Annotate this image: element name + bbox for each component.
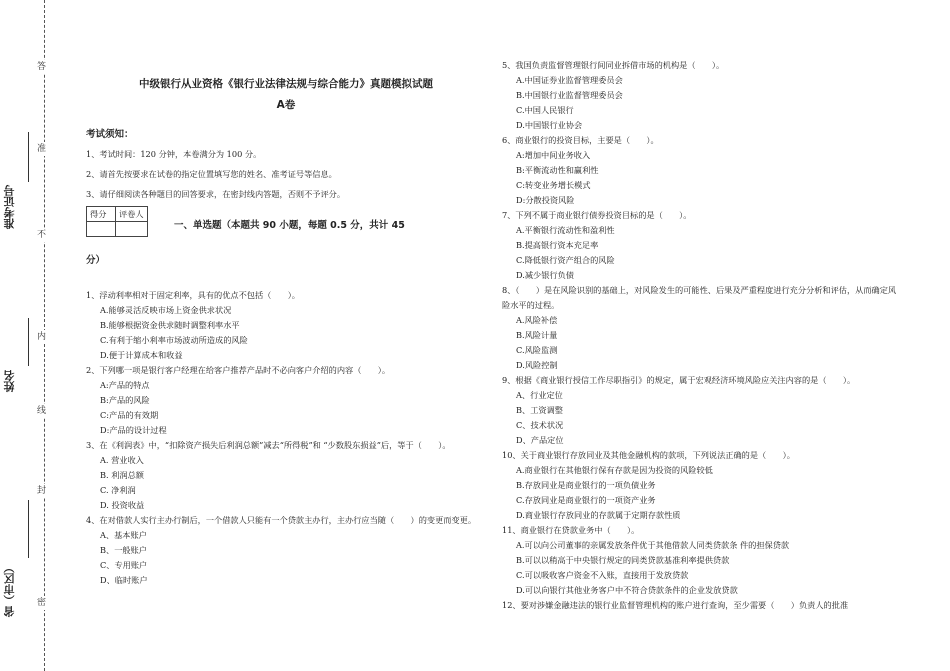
question-option[interactable]: C. 净利润: [100, 485, 136, 495]
question-item: [502, 598, 898, 613]
notice-item: 3、请仔细阅读各种题目的回答要求，在密封线内答题，否则不予评分。: [86, 189, 346, 199]
question-option[interactable]: A、基本账户: [100, 530, 147, 540]
question-option[interactable]: D.风险控制: [516, 360, 558, 370]
question-option[interactable]: C.中国人民银行: [516, 105, 574, 115]
question-item: [502, 133, 898, 208]
question-option[interactable]: C.可以吸收客户资金不入账，直接用于发放贷款: [516, 570, 689, 580]
seal-char: 线: [37, 406, 47, 416]
score-label: 得分: [87, 207, 116, 222]
question-option[interactable]: A.中国证券业监督管理委员会: [516, 75, 623, 85]
question-option[interactable]: C:产品的有效期: [100, 410, 159, 420]
seal-char: 封: [37, 486, 47, 496]
question-option[interactable]: D:分散投资风险: [516, 195, 575, 205]
question-stem: 1、浮动利率相对于固定利率，具有的优点不包括（ ）。: [86, 290, 300, 300]
question-stem: 8、（ ）是在风险识别的基础上，对风险发生的可能性、后果及严重程度进行充分分析和评估，从而确定风险水平的过程。: [502, 285, 897, 310]
question-option[interactable]: A.平衡银行流动性和盈利性: [516, 225, 615, 235]
question-stem: 11、商业银行在贷款业务中（ ）。: [502, 525, 640, 535]
question-option[interactable]: B.能够根据资金供求随时调整利率水平: [100, 320, 240, 330]
question-item: [502, 58, 898, 133]
question-option[interactable]: A.风险补偿: [516, 315, 558, 325]
section-title: 一、单选题（本题共 90 小题，每题 0.5 分，共计 45: [174, 220, 405, 231]
question-stem: 10、关于商业银行存放同业及其他金融机构的款项，下列说法正确的是（ ）。: [502, 450, 795, 460]
score-row: [86, 204, 486, 250]
question-list-right: [502, 58, 898, 613]
question-option[interactable]: C.降低银行资产组合的风险: [516, 255, 615, 265]
question-option[interactable]: B、工资调整: [516, 405, 563, 415]
question-option[interactable]: A.能够灵活反映市场上资金供求状况: [100, 305, 232, 315]
grader-label: 评卷人: [116, 207, 148, 222]
question-option[interactable]: A. 营业收入: [100, 455, 144, 465]
question-option[interactable]: B.中国银行业监督管理委员会: [516, 90, 623, 100]
question-option[interactable]: C.存放同业是商业银行的一项资产业务: [516, 495, 656, 505]
exam-title: 中级银行从业资格《银行业法律法规与综合能力》真题模拟试题: [139, 78, 433, 90]
exam-paper-label: A卷: [276, 99, 296, 111]
field-name-label: 姓名: [3, 370, 16, 392]
seal-char: 答: [37, 62, 47, 72]
field-name-line: [28, 318, 29, 366]
field-exam-number-line: [28, 132, 29, 182]
question-option[interactable]: B.风险计量: [516, 330, 558, 340]
question-item: [502, 208, 898, 283]
question-option[interactable]: D、临时账户: [100, 575, 148, 585]
seal-char: 密: [37, 598, 47, 608]
question-option[interactable]: D. 投资收益: [100, 500, 145, 510]
grader-cell[interactable]: [116, 222, 148, 237]
question-option[interactable]: B:产品的风险: [100, 395, 150, 405]
question-item: [86, 288, 486, 363]
question-option[interactable]: A:增加中间业务收入: [516, 150, 591, 160]
question-item: [502, 283, 898, 373]
question-option[interactable]: C、技术状况: [516, 420, 564, 430]
question-item: [502, 523, 898, 598]
question-list-left: [86, 288, 486, 588]
question-option[interactable]: D.中国银行业协会: [516, 120, 583, 130]
question-item: [86, 513, 486, 588]
question-item: [86, 363, 486, 438]
question-stem: 9、根据《商业银行授信工作尽职指引》的规定，属于宏观经济环境风险应关注内容的是（ ）。: [502, 375, 856, 385]
seal-char: 不: [37, 230, 47, 240]
question-option[interactable]: C.风险监测: [516, 345, 558, 355]
question-option[interactable]: D、产品定位: [516, 435, 564, 445]
question-item: [502, 448, 898, 523]
question-option[interactable]: C.有利于缩小利率市场波动所造成的风险: [100, 335, 248, 345]
left-column: [86, 0, 486, 588]
score-cell[interactable]: [87, 222, 116, 237]
question-option[interactable]: C、专用账户: [100, 560, 148, 570]
question-option[interactable]: B、一般账户: [100, 545, 147, 555]
question-option[interactable]: D.减少银行负债: [516, 270, 574, 280]
question-option[interactable]: A.商业银行在其他银行保有存款是因为投资的风险较低: [516, 465, 713, 475]
question-option[interactable]: D.便于计算成本和收益: [100, 350, 183, 360]
question-option[interactable]: B:平衡流动性和赢利性: [516, 165, 599, 175]
question-stem: 4、在对借款人实行主办行制后，一个借款人只能有一个贷款主办行，主办行应当随（ ）的变更而变更。: [86, 515, 477, 525]
question-option[interactable]: D.可以向银行其他业务客户中不符合贷款条件的企业发放贷款: [516, 585, 738, 595]
field-exam-number-label: 准考证号: [3, 185, 16, 229]
notice-item: 1、考试时间：120 分钟，本卷满分为 100 分。: [86, 149, 262, 159]
question-option[interactable]: C:转变业务增长模式: [516, 180, 591, 190]
question-option[interactable]: A、行业定位: [516, 390, 563, 400]
question-stem: 3、在《利润表》中，“扣除资产损失后利润总额”减去“所得税”和 “少数股东损益”后，等于（ ）。: [86, 440, 451, 450]
question-stem: 7、下列不属于商业银行债券投资目标的是（ ）。: [502, 210, 692, 220]
question-option[interactable]: B. 利润总额: [100, 470, 144, 480]
question-stem: 12、要对涉嫌金融违法的银行业监督管理机构的账户进行查询，至少需要（ ）负责人的批准: [502, 600, 849, 610]
question-option[interactable]: A.可以向公司董事的亲属发放条件优于其他借款人同类贷款条 件的担保贷款: [516, 540, 790, 550]
question-option[interactable]: D.商业银行存放同业的存款属于定期存款性质: [516, 510, 681, 520]
section-title-tail: 分）: [86, 255, 106, 266]
question-item: [86, 438, 486, 513]
seal-char: 准: [37, 144, 47, 154]
question-stem: 2、下列哪一项是银行客户经理在给客户推荐产品时不必向客户介绍的内容（ ）。: [86, 365, 391, 375]
notice-title: 考试须知：: [86, 129, 134, 140]
question-option[interactable]: D:产品的设计过程: [100, 425, 167, 435]
question-stem: 5、我国负责监督管理银行间同业拆借市场的机构是（ ）。: [502, 60, 725, 70]
right-column: [502, 0, 898, 613]
field-province-line: [28, 500, 29, 558]
question-option[interactable]: B.提高银行资本充足率: [516, 240, 599, 250]
field-province-label: 省（市区）: [3, 562, 16, 617]
notice-item: 2、请首先按要求在试卷的指定位置填写您的姓名、准考证号等信息。: [86, 169, 337, 179]
score-table: [86, 206, 148, 237]
question-stem: 6、商业银行的投资目标，主要是（ ）。: [502, 135, 659, 145]
question-option[interactable]: B.存放同业是商业银行的一项负债业务: [516, 480, 656, 490]
binding-margin: [0, 0, 70, 671]
question-item: [502, 373, 898, 448]
question-option[interactable]: A:产品的特点: [100, 380, 150, 390]
seal-char: 内: [37, 332, 47, 342]
question-option[interactable]: B.可以以稍高于中央银行规定的同类贷款基准利率提供贷款: [516, 555, 730, 565]
